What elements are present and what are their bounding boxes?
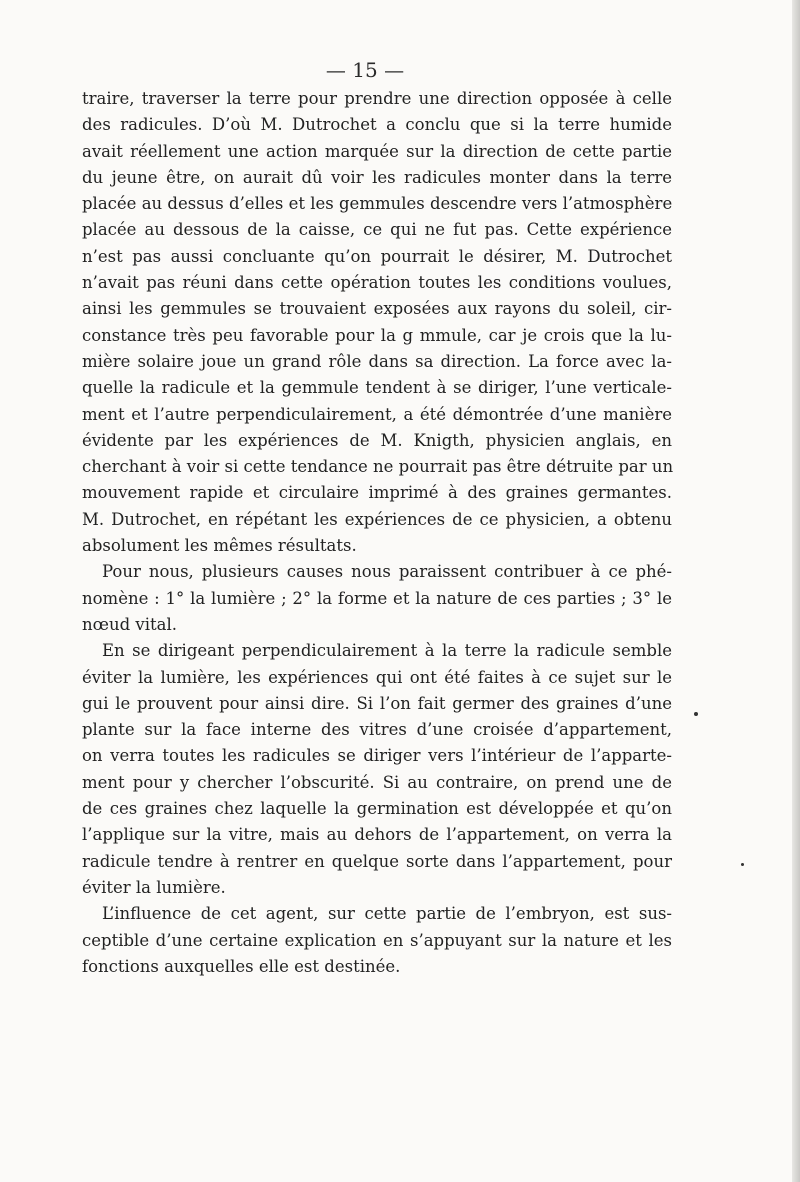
- text-line: avait réellement une action marquée sur la direction de cette partie: [82, 141, 672, 161]
- text-line: éviter la lumière.: [82, 877, 226, 897]
- text-line: gui le prouvent pour ainsi dire. Si l’on fait germer des graines d’une: [82, 693, 672, 713]
- text-line: mière solaire joue un grand rôle dans sa direction. La force avec la-: [82, 351, 672, 371]
- text-line: des radicules. D’où M. Dutrochet a conclu que si la terre humide: [82, 115, 672, 135]
- text-line: traire, traverser la terre pour prendre une direction opposée à celle: [82, 89, 672, 108]
- text-line: Pour nous, plusieurs causes nous paraissent contribuer à ce phé-: [102, 562, 672, 582]
- paragraph: [82, 86, 672, 559]
- text-line: du jeune être, on aurait dû voir les radicules monter dans la terre: [82, 167, 672, 187]
- paragraph: [82, 638, 672, 901]
- text-line: fonctions auxquelles elle est destinée.: [82, 956, 401, 976]
- text-line: éviter la lumière, les expériences qui ont été faites à ce sujet sur le: [82, 667, 672, 687]
- text-line: L’influence de cet agent, sur cette partie de l’embryon, est sus-: [102, 904, 672, 924]
- text-line: constance très peu favorable pour la g mmule, car je crois que la lu-: [82, 325, 672, 345]
- text-line: ment pour y chercher l’obscurité. Si au contraire, on prend une de: [82, 772, 672, 792]
- text-line: nœud vital.: [82, 614, 177, 634]
- text-line: évidente par les expériences de M. Knigth, physicien anglais, en: [82, 430, 672, 450]
- text-line: l’applique sur la vitre, mais au dehors de l’appartement, on verra la: [82, 825, 672, 845]
- text-line: de ces graines chez laquelle la germination est développée et qu’on: [82, 799, 672, 819]
- body-text: [82, 86, 672, 980]
- text-line: ceptible d’une certaine explication en s’appuyant sur la nature et les: [82, 930, 672, 950]
- text-line: radicule tendre à rentrer en quelque sorte dans l’appartement, pour: [82, 851, 672, 871]
- text-line: cherchant à voir si cette tendance ne pourrait pas être détruite par un: [82, 457, 674, 477]
- text-line: plante sur la face interne des vitres d’une croisée d’appartement,: [82, 720, 672, 740]
- text-line: nomène : 1° la lumière ; 2° la forme et la nature de ces parties ; 3° le: [82, 588, 672, 608]
- text-line: n’avait pas réuni dans cette opération toutes les conditions voulues,: [82, 273, 672, 293]
- text-line: n’est pas aussi concluante qu’on pourrait le désirer, M. Dutrochet: [82, 246, 672, 266]
- paragraph: [82, 901, 672, 980]
- text-line: ment et l’autre perpendiculairement, a été démontrée d’une manière: [82, 404, 672, 424]
- page-number: — 15 —: [325, 58, 405, 82]
- text-line: M. Dutrochet, en répétant les expériences de ce physicien, a obtenu: [82, 509, 672, 529]
- paragraph: [82, 559, 672, 638]
- ink-speck: [741, 863, 744, 866]
- text-line: on verra toutes les radicules se diriger vers l’intérieur de l’apparte-: [82, 746, 672, 766]
- text-line: quelle la radicule et la gemmule tendent à se diriger, l’une verticale-: [82, 378, 672, 398]
- text-line: ainsi les gemmules se trouvaient exposées aux rayons du soleil, cir-: [82, 299, 672, 319]
- text-line: absolument les mêmes résultats.: [82, 536, 357, 556]
- text-line: placée au dessus d’elles et les gemmules descendre vers l’atmosphère: [82, 194, 673, 214]
- text-line: mouvement rapide et circulaire imprimé à des graines germantes.: [82, 483, 672, 503]
- text-line: En se dirigeant perpendiculairement à la terre la radicule semble: [102, 641, 672, 661]
- page-edge-shadow: [792, 0, 800, 1182]
- ink-speck: [694, 712, 698, 716]
- text-line: placée au dessous de la caisse, ce qui ne fut pas. Cette expérience: [82, 220, 672, 240]
